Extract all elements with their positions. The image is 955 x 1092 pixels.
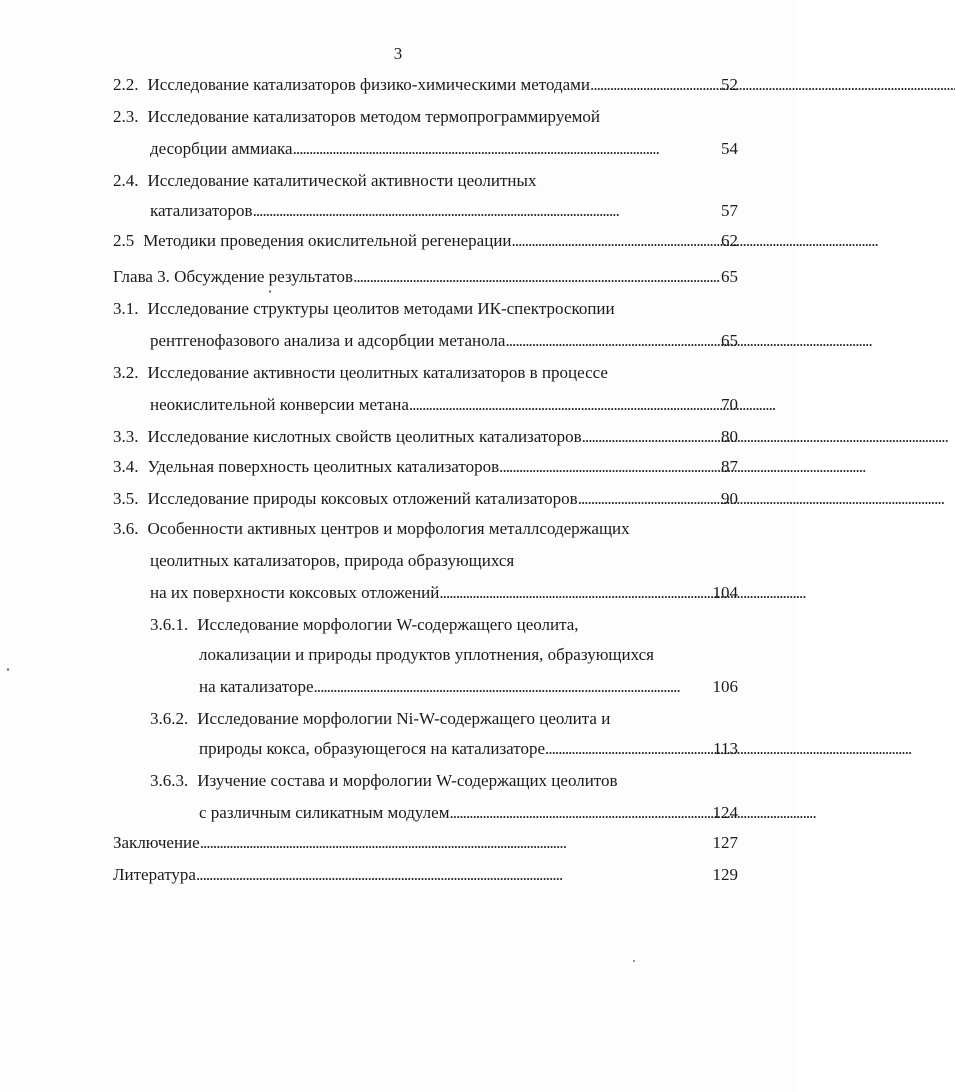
toc-entry-continuation	[150, 198, 738, 224]
toc-subentry	[150, 612, 738, 638]
toc-chapter-title: Глава 3. Обсуждение результатов	[113, 267, 354, 286]
scan-speck	[633, 960, 635, 962]
toc-entry-title: Исследование морфологии W-содержащего цеолита,	[197, 615, 579, 634]
toc-entry-number: 3.6.	[113, 519, 139, 538]
toc-leader-dots	[253, 198, 718, 224]
toc-entry-title: локализации и природы продуктов уплотнения, образующихся	[199, 645, 654, 664]
toc-entry-page: 90	[721, 489, 738, 508]
toc-entry-page: 129	[712, 865, 738, 884]
toc-subentry	[150, 768, 738, 794]
toc-entry-page: 54	[721, 139, 738, 158]
toc-entry-title: неокислительной конверсии метана	[150, 395, 409, 414]
toc-entry-references	[113, 862, 738, 888]
toc-entry-continuation	[150, 580, 738, 606]
toc-entry-title: Исследование структуры цеолитов методами ИК-спектроскопии	[147, 299, 615, 318]
toc-entry-number: 3.1.	[113, 299, 139, 318]
toc-chapter	[113, 264, 738, 290]
toc-entry-page: 104	[712, 583, 738, 602]
scan-speck	[7, 668, 9, 671]
toc-entry-title: на катализаторе	[199, 677, 314, 696]
toc-entry-conclusion	[113, 830, 738, 856]
toc-entry-continuation	[150, 328, 738, 354]
toc-entry-page: 70	[721, 395, 738, 414]
toc-entry-page: 124	[712, 803, 738, 822]
toc-entry-title: Исследование каталитической активности цеолитных	[147, 171, 537, 190]
toc-entry-page: 127	[712, 833, 738, 852]
toc-entry-title: Методики проведения окислительной регенерации	[143, 231, 512, 250]
toc-entry-page: 57	[721, 201, 738, 220]
toc-entry	[113, 296, 738, 322]
toc-entry-page: 62	[721, 231, 738, 250]
toc-entry-title: Исследование морфологии Ni-W-содержащего цеолита и	[197, 709, 611, 728]
toc-entry	[113, 168, 738, 194]
toc-entry-title: Литература	[113, 865, 196, 884]
toc-leader-dots	[439, 580, 709, 606]
toc-entry-continuation	[199, 642, 738, 668]
toc-leader-dots	[313, 674, 709, 700]
toc-entry	[113, 486, 738, 512]
page-number: 3	[393, 44, 403, 63]
toc-entry-page: 65	[721, 267, 738, 286]
toc-leader-dots	[545, 736, 710, 762]
toc-entry-title: Исследование катализаторов физико-химическими методами	[147, 75, 591, 94]
toc-entry-page: 113	[713, 739, 738, 758]
toc-entry-number: 3.2.	[113, 363, 139, 382]
toc-entry	[113, 228, 738, 254]
toc-entry	[113, 360, 738, 386]
toc-entry-number: 2.2.	[113, 75, 139, 94]
toc-entry-continuation	[150, 392, 738, 418]
toc-entry-title: рентгенофазового анализа и адсорбции метанола	[150, 331, 506, 350]
toc-entry-title: Исследование катализаторов методом термопрограммируемой	[147, 107, 600, 126]
toc-entry-page: 65	[721, 331, 738, 350]
toc-leader-dots	[590, 72, 718, 98]
toc-leader-dots	[200, 830, 710, 856]
toc-entry-number: 3.6.2.	[150, 709, 189, 728]
toc-entry-continuation	[150, 548, 738, 574]
toc-entry-title: Особенности активных центров и морфология металлсодержащих	[147, 519, 630, 538]
toc-entry	[113, 516, 738, 542]
toc-entry-title: Изучение состава и морфологии W-содержащих цеолитов	[197, 771, 618, 790]
toc-leader-dots	[578, 486, 718, 512]
toc-entry-title: Исследование природы коксовых отложений катализаторов	[147, 489, 578, 508]
toc-leader-dots	[409, 392, 718, 418]
toc-leader-dots	[293, 136, 718, 162]
toc-entry-title: Удельная поверхность цеолитных катализаторов	[147, 457, 500, 476]
toc-entry-page: 52	[721, 75, 738, 94]
toc-entry-continuation	[199, 674, 738, 700]
scan-speck	[269, 290, 271, 293]
toc-entry-title: десорбции аммиака	[150, 139, 293, 158]
toc-entry-page: 87	[721, 457, 738, 476]
toc-entry-title: природы кокса, образующегося на катализаторе	[199, 739, 546, 758]
toc-entry-continuation	[150, 136, 738, 162]
toc-entry-title: катализаторов	[150, 201, 253, 220]
toc-entry	[113, 454, 738, 480]
toc-entry-title: с различным силикатным модулем	[199, 803, 450, 822]
toc-entry-number: 2.5	[113, 231, 135, 250]
toc-leader-dots	[499, 454, 718, 480]
toc-entry-number: 3.5.	[113, 489, 139, 508]
toc-entry-continuation	[199, 736, 738, 762]
toc-entry	[113, 72, 738, 98]
toc-entry-number: 3.6.1.	[150, 615, 189, 634]
toc-leader-dots	[582, 424, 718, 450]
toc-entry	[113, 104, 738, 130]
toc-entry-title: на их поверхности коксовых отложений	[150, 583, 440, 602]
toc-leader-dots	[196, 862, 710, 888]
toc-entry-title: Исследование активности цеолитных катализаторов в процессе	[147, 363, 608, 382]
toc-entry	[113, 424, 738, 450]
toc-subentry	[150, 706, 738, 732]
toc-entry-title: цеолитных катализаторов, природа образующихся	[150, 551, 515, 570]
toc-entry-number: 3.6.3.	[150, 771, 189, 790]
toc-entry-title: Заключение	[113, 833, 200, 852]
toc-entry-page: 80	[721, 427, 738, 446]
toc-entry-page: 106	[712, 677, 738, 696]
toc-entry-title: Исследование кислотных свойств цеолитных катализаторов	[147, 427, 582, 446]
toc-leader-dots	[353, 264, 718, 290]
toc-entry-number: 2.3.	[113, 107, 139, 126]
toc-entry-number: 3.3.	[113, 427, 139, 446]
toc-leader-dots	[505, 328, 718, 354]
toc-leader-dots	[449, 800, 709, 826]
toc-leader-dots	[512, 228, 718, 254]
toc-entry-number: 2.4.	[113, 171, 139, 190]
toc-entry-continuation	[199, 800, 738, 826]
toc-entry-number: 3.4.	[113, 457, 139, 476]
